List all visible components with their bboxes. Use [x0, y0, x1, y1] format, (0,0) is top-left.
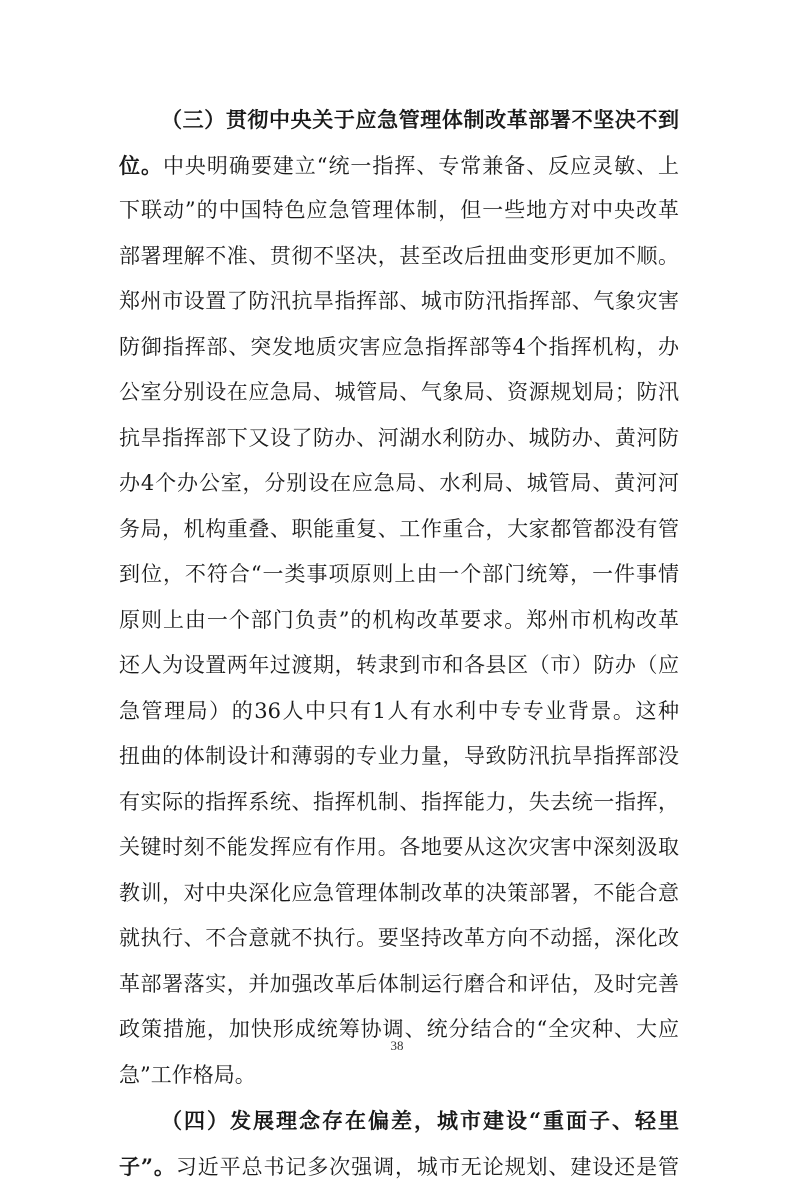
body-line: 郑州市设置了防汛抗旱指挥部、城市防汛指挥部、气象灾害: [119, 289, 679, 313]
body-line: 原则上由一个部门负责”的机构改革要求。郑州市机构改革: [119, 607, 679, 632]
body-line: 办4个办公室，分别设在应急局、水利局、城管局、黄河河: [119, 471, 679, 495]
section-4-intro-text: 习近平总书记多次强调，城市无论规划、建设还是管: [175, 1154, 679, 1179]
body-line: 抗旱指挥部下又设了防办、河湖水利防办、城防办、黄河防: [119, 425, 679, 450]
body-line: 关键时刻不能发挥应有作用。各地要从这次灾害中深刻汲取: [119, 835, 679, 859]
page-number: 38: [390, 1038, 404, 1053]
body-line: 革部署落实，并加强改革后体制运行磨合和评估，及时完善: [119, 971, 679, 996]
section-3-heading-end: 位。: [119, 152, 163, 178]
body-line: 政策措施，加快形成统筹协调、统分结合的“全灾种、大应: [119, 1017, 679, 1041]
section-3-intro-text: 中央明确要建立“统一指挥、专常兼备、反应灵敏、上: [162, 153, 680, 178]
body-line: 务局，机构重叠、职能重复、工作重合，大家都管都没有管: [119, 516, 679, 541]
body-line: 就执行、不合意就不执行。要坚持改革方向不动摇，深化改: [119, 926, 679, 950]
section-4-line-2: [119, 1144, 679, 1190]
body-line: 扭曲的体制设计和薄弱的专业力量，导致防汛抗旱指挥部没: [119, 744, 679, 768]
body-line: 公室分别设在应急局、城管局、气象局、资源规划局；防汛: [119, 380, 679, 404]
body-line: 教训，对中央深化应急管理体制改革的决策部署，不能合意: [119, 880, 679, 905]
body-line: 有实际的指挥系统、指挥机制、指挥能力，失去统一指挥，: [119, 789, 679, 814]
document-body: [119, 97, 679, 1189]
body-line: 还人为设置两年过渡期，转隶到市和各县区（市）防办（应: [119, 653, 679, 677]
body-line: 防御指挥部、突发地质灾害应急指挥部等4个指挥机构，办: [119, 334, 679, 359]
section-4-heading: （四）发展理念存在偏差，城市建设“重面子、轻里: [161, 1108, 679, 1133]
body-line: 急”工作格局。: [119, 1062, 256, 1087]
body-line: 急管理局）的36人中只有1人有水利中专专业背景。这种: [119, 698, 679, 723]
section-3-line-2: [119, 143, 679, 189]
body-line: 部署理解不准、贯彻不坚决，甚至改后扭曲变形更加不顺。: [119, 243, 679, 268]
section-3-heading: （三）贯彻中央关于应急管理体制改革部署不坚决不到: [161, 107, 679, 132]
body-line: 下联动”的中国特色应急管理体制，但一些地方对中央改革: [119, 198, 679, 222]
body-line: 到位，不符合“一类事项原则上由一个部门统筹，一件事情: [119, 562, 679, 586]
section-4-heading-end: 子”。: [119, 1153, 176, 1179]
